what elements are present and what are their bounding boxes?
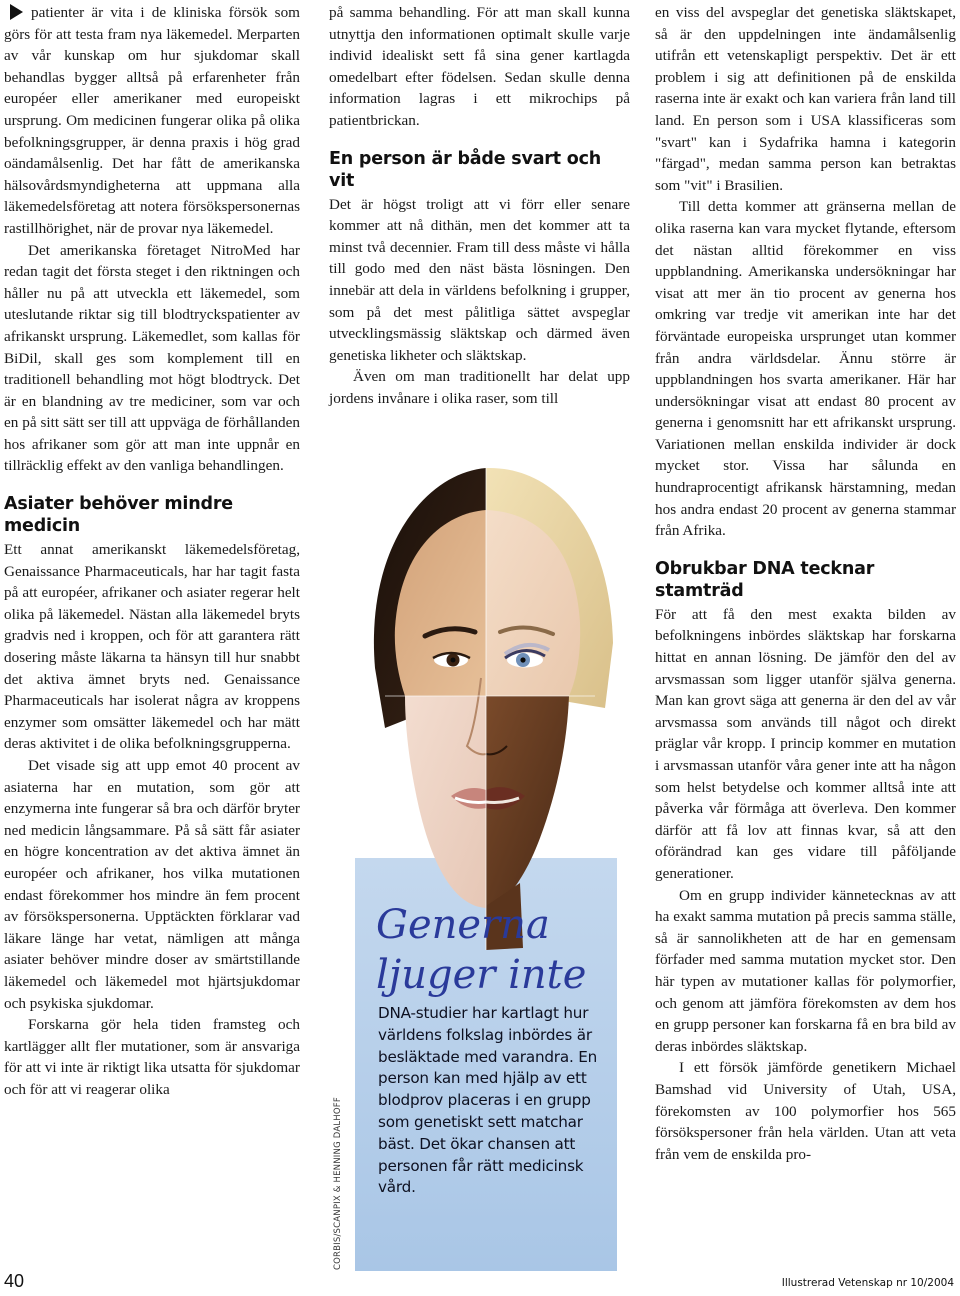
paragraph: Forskarna gör hela tiden framsteg och kartlägger allt fler mutationer, som är ansvariga för att vi inte är riktigt lika utsatta för sjukdomar och för att vi reagerar olika bbox=[4, 1016, 300, 1098]
paragraph: Till detta kommer att gränserna mellan de olika raserna kan vara mycket flytande, eftersom det nästan alltid förekommer en viss uppblandning. Amerikanska undersökningar har visat att mer än tio procent av generna hos omkring var tredje vit amerikan inte har det förväntade europeiska ursprunget utan kommer från andra världsdelar. Ännu större är uppblandningen hos svarta amerikaner. Här har undersökningar visat att endast 80 procent av generna i genomsnitt har ett afrikanskt ursprung. Variationen mellan enskilda individer är dock mycket stor. Vissa har sålunda en hundraprocentigt afrikansk härstamning, medan hos andra endast 20 procent av generna stammar från Afrika. bbox=[655, 198, 956, 540]
figure-title-line: Generna bbox=[376, 902, 550, 948]
subheading: Asiater behöver mindre medicin bbox=[4, 494, 233, 537]
paragraph: För att få den mest exakta bilden av befolkningens inbördes släktskap har forskarna hittat en annan lösning. De jämför den del av arvsmassan som ligger utanför själva generna. Man kan grovt säga att generna är den del av vår arvsmassa som används till något och direkt präglar vår kropp. I princip kommer en mutation i arvsmassan utanför våra gener inte att ha någon som helst betydelse och kommer alltså inte att påverka vår förmåga att överleva. Den kommer därför att få lov att finnas kvar, så att den oförändrad kan ges vidare till påföljande generationer. bbox=[655, 605, 956, 882]
figure-title-line: ljuger inte bbox=[376, 952, 587, 998]
paragraph: I ett försök jämförde genetikern Michael Bamshad vid University of Utah, USA, förekomsten av 100 polymorfier hos 565 försökspersoner från hela världen. Utan att veta från vem de enskilda pro- bbox=[655, 1059, 956, 1163]
paragraph: Det är högst troligt att vi förr eller senare kommer att nå dithän, men det kommer att ta minst två decennier. Fram till dess måste vi hålla till godo med den näst bästa lösningen. Den innebär att dela in världens befolkning i grupper, som på det mest pålitliga sättet avspeglar utvecklingsmässig släktskap och därmed även genetiska likheter och släktskap. bbox=[329, 195, 630, 364]
subheading: En person är både svart och vit bbox=[329, 148, 602, 191]
continuation-arrow-icon bbox=[10, 4, 23, 20]
column-3 bbox=[655, 2, 956, 1165]
page-number: 40 bbox=[4, 1271, 25, 1291]
publication-footer: Illustrerad Vetenskap nr 10/2004 bbox=[781, 1277, 954, 1289]
paragraph: på samma behandling. För att man skall kunna utnyttja den informationen optimalt skulle varje individ idealiskt sett få sina gener kartlagda omedelbart efter födelsen. Sedan skulle denna information lagras i ett mikrochips på patientbrickan. bbox=[329, 4, 630, 129]
paragraph: en viss del avspeglar det genetiska släktskapet, så är den uppdelningen inte ändamålsenlig utifrån ett vetenskapligt perspektiv. Det är ett problem i sig att definitionen på de enskilda raserna inte är exakt och kan variera från land till land. En person som i USA klassificeras som "svart" kan i Sydafrika hamna i kategorin "färgad", medan samma person kan betraktas som "vit" i Brasilien. bbox=[655, 4, 956, 194]
subheading: Obrukbar DNA tecknar stamträd bbox=[655, 558, 875, 601]
paragraph bbox=[4, 2, 300, 240]
paragraph: Det amerikanska företaget NitroMed har redan tagit det första steget i den riktningen och håller nu på att utveckla ett läkemedel, som uteslutande riktar sig till blodtryckspatienter av afrikanskt ursprung. Läkemedlet, som kallas för BiDil, skall ges som komplement till en traditionell behandling mot högt blodtryck. Det är en blandning av tre mediciner, som var och en på sitt sätt ser till att uppväga de förhållanden hos afrikaner som gör att man inte uppnår en tillräcklig effekt av den vanliga behandlingen. bbox=[4, 241, 300, 475]
paragraph: Även om man traditionellt har delat upp jordens invånare i olika raser, som till bbox=[329, 368, 630, 407]
paragraph: Det visade sig att upp emot 40 procent av asiaterna har en mutation, som gör att enzymerna inte fungerar så bra och därför bryter ned medicin långsammare. På så sätt får asiater en högre koncentration av det aktiva ämnet än européer och afrikaner, hos vilka mutationen endast förekommer hos mindre än fem procent av försökspersonerna. Upptäckten förklarar vad läkare länge har vetat, nämligen att många asiater behöver mindre doser av smärtstillande läkemedel och läkemedel mot hjärtsjukdomar och psykiska sjukdomar. bbox=[4, 757, 300, 1012]
figure-caption: DNA-studier har kartlagt hur världens folkslag inbördes är besläktade med varandra. En person kan med hjälp av ett blodprov placeras i en grupp som genetiskt sett matchar bäst. Det ökar chansen att personen får rätt medicinsk vård. bbox=[378, 1004, 598, 1197]
paragraph-text: patienter är vita i de kliniska försök som görs för att testa fram nya läkemedel. Merparten av vår kunskap om hur sjukdomar skall behandlas bygger alltså på erfarenheter från européer eller amerikaner med europeiskt ursprung. Om medicinen fungerar olika på olika befolkningsgrupper, är denna praxis i hög grad oändamålsenlig. Det har fått de amerikanska hälsovårdsmyndigheterna att uppmana alla läkemedelsföretag att notera försökspersonernas rastillhörighet, när de provar nya läkemedel. bbox=[4, 4, 300, 237]
column-2 bbox=[329, 2, 630, 410]
column-1 bbox=[4, 2, 300, 1101]
paragraph: Om en grupp individer kännetecknas av att ha exakt samma mutation på precis samma ställe, så är sannolikheten att de har en gemensam förfader med samma mutation mycket stor. Den här typen av mutationer kallas för polymorfier, och genom att jämföra förekomsten av dem hos en grupp personer kan forskarna få en bra bild av deras inbördes släktskap. bbox=[655, 886, 956, 1055]
figure-title bbox=[376, 900, 606, 1000]
photo-credit: CORBIS/SCANPIX & HENNING DALHOFF bbox=[333, 1097, 343, 1270]
paragraph: Ett annat amerikanskt läkemedelsföretag, Genaissance Pharmaceuticals, har har tagit fasta på att européer, afrikaner och asiater regerar helt olika på läkemedel. Nästan alla läkemedel bryts gradvis ned i kroppen, och för att garantera rätt dosering måste läkarna ta hänsyn till hur snabbt det aktiva ämnet bryts ned. Genaissance Pharmaceuticals har isolerat några av kroppens enzymer som omsätter läkemedel och har mätt deras aktivitet i de olika befolkningsgrupperna. bbox=[4, 541, 300, 753]
